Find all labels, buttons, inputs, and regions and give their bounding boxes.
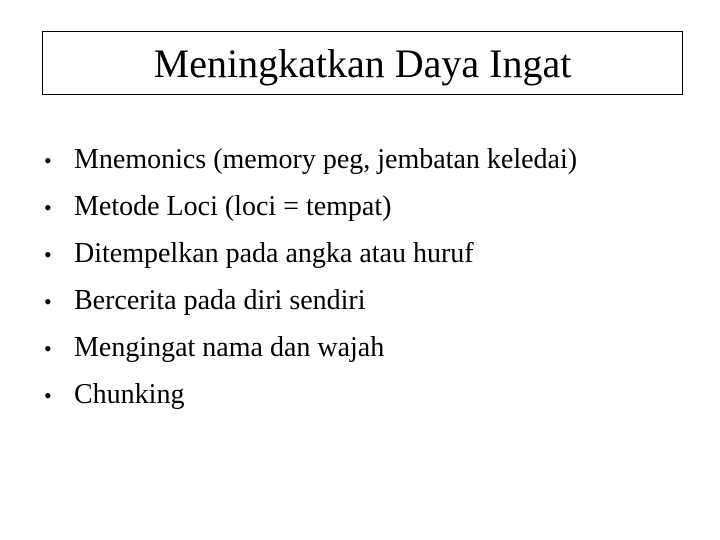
bullet-text: Chunking (74, 379, 185, 410)
bullet-icon: • (44, 242, 52, 267)
bullet-item-ditempelkan (42, 230, 577, 277)
bullet-item-bercerita (42, 277, 577, 324)
bullet-item-mengingat (42, 324, 577, 371)
bullet-icon: • (44, 148, 52, 173)
title-box (42, 31, 683, 95)
bullet-icon: • (44, 289, 52, 314)
bullet-text: Bercerita pada diri sendiri (74, 285, 366, 316)
bullet-text: Mengingat nama dan wajah (74, 332, 385, 363)
bullet-item-chunking (42, 371, 577, 418)
bullet-item-metode-loci (42, 183, 577, 230)
bullet-icon: • (44, 195, 52, 220)
bullet-list (42, 136, 577, 418)
bullet-text: Metode Loci (loci = tempat) (74, 191, 392, 222)
bullet-item-mnemonics (42, 136, 577, 183)
bullet-text: Mnemonics (memory peg, jembatan keledai) (74, 144, 578, 175)
bullet-text: Ditempelkan pada angka atau huruf (74, 238, 474, 269)
slide-title: Meningkatkan Daya Ingat (153, 41, 572, 86)
bullet-icon: • (44, 383, 52, 408)
bullet-icon: • (44, 336, 52, 361)
